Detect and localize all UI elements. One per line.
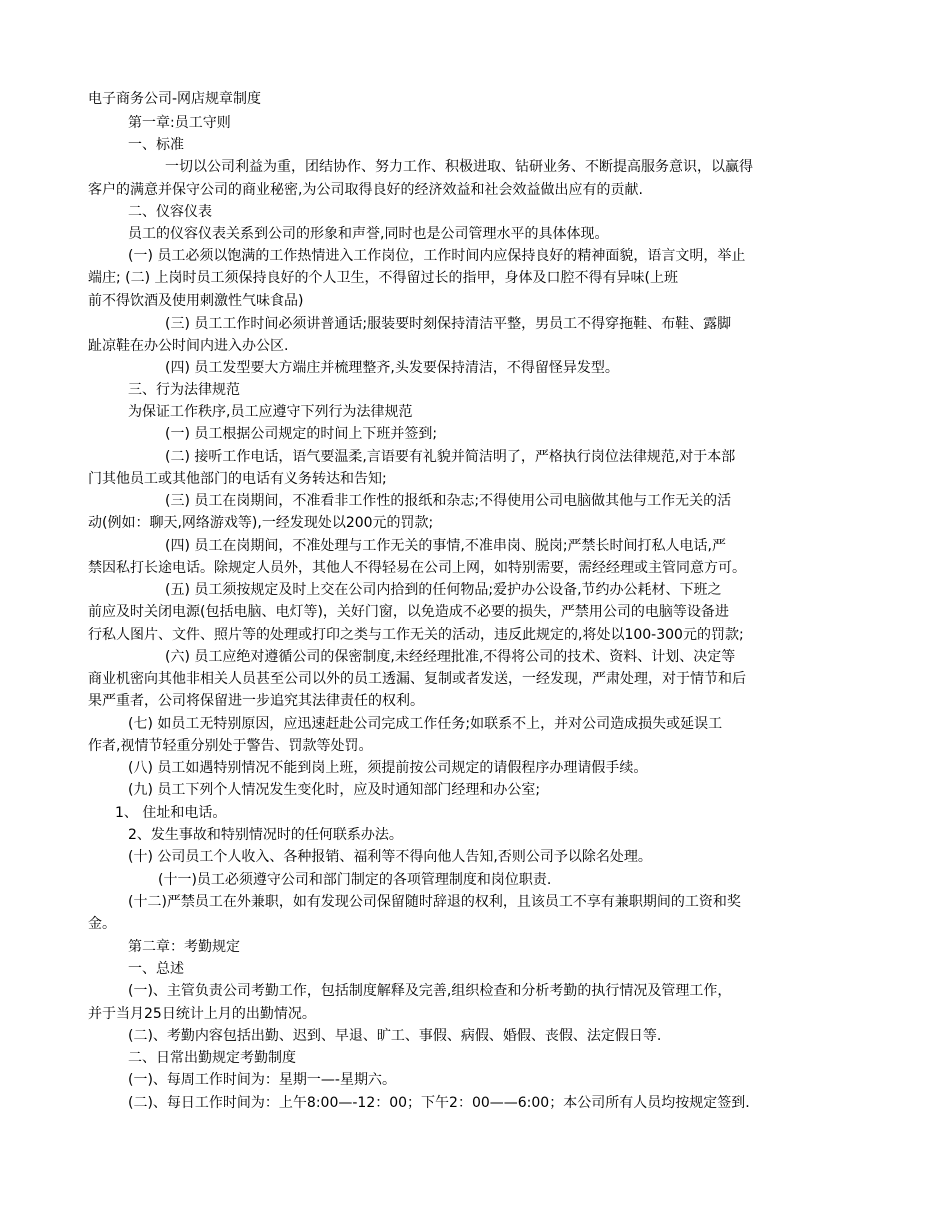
paragraph-line: 前应及时关闭电源(包括电脑、电灯等)，关好门窗，以免造成不必要的损失，严禁用公司的电脑等设备进: [88, 604, 729, 620]
paragraph-line: 动(例如：聊天,网络游戏等),一经发现处以200元的罚款;: [88, 515, 434, 531]
section-heading: 一、总述: [128, 961, 184, 977]
paragraph-line: 趾凉鞋在办公时间内进入办公区.: [88, 338, 289, 354]
chapter-heading: 第一章:员工守则: [128, 115, 231, 131]
document-title: 电子商务公司-网店规章制度: [88, 91, 262, 107]
paragraph-line: (十二)严禁员工在外兼职，如有发现公司保留随时辞退的权利，且该员工不享有兼职期间的工资和奖: [128, 894, 741, 910]
paragraph-line: 员工的仪容仪表关系到公司的形象和声誉,同时也是公司管理水平的具体体现。: [128, 226, 609, 242]
list-item: 1、 住址和电话。: [115, 805, 227, 821]
paragraph-line: (四) 员工在岗期间，不准处理与工作无关的事情,不准串岗、脱岗;严禁长时间打私人电话,严: [165, 538, 726, 554]
chapter-heading: 第二章：考勤规定: [128, 939, 240, 955]
paragraph-line: (十) 公司员工个人收入、各种报销、福利等不得向他人告知,否则公司予以除名处理。: [128, 849, 652, 865]
paragraph-line: (一)、每周工作时间为：星期一—-星期六。: [128, 1072, 396, 1088]
paragraph-line: 一切以公司利益为重，团结协作、努力工作、积极进取、钻研业务、不断提高服务意识，以赢得: [165, 159, 753, 175]
paragraph-line: (三) 员工工作时间必须讲普通话;服装要时刻保持清洁平整，男员工不得穿拖鞋、布鞋、露脚: [165, 316, 732, 332]
paragraph-line: 行私人图片、文件、照片等的处理或打印之类与工作无关的活动，违反此规定的,将处以100-300元的罚款;: [88, 627, 744, 643]
paragraph-line: (五) 员工须按规定及时上交在公司内拾到的任何物品;爱护办公设备,节约办公耗材、下班之: [165, 582, 722, 598]
paragraph-line: 端庄; (二) 上岗时员工须保持良好的个人卫生，不得留过长的指甲，身体及口腔不得有异味(上班: [88, 270, 679, 286]
paragraph-line: (六) 员工应绝对遵循公司的保密制度,未经经理批准,不得将公司的技术、资料、计划、决定等: [165, 649, 736, 665]
section-heading: 三、行为法律规范: [128, 382, 240, 398]
paragraph-line: 门其他员工或其他部门的电话有义务转达和告知;: [88, 471, 387, 487]
paragraph-line: (十一)员工必须遵守公司和部门制定的各项管理制度和岗位职责.: [158, 872, 552, 888]
paragraph-line: 果严重者，公司将保留进一步追究其法律责任的权利。: [88, 693, 424, 709]
paragraph-line: 前不得饮酒及使用刺激性气味食品): [88, 293, 304, 309]
paragraph-line: (二)、考勤内容包括出勤、迟到、早退、旷工、事假、病假、婚假、丧假、法定假日等.: [128, 1028, 662, 1044]
paragraph-line: (一) 员工必须以饱满的工作热情进入工作岗位，工作时间内应保持良好的精神面貌，语言文明，举止: [128, 248, 746, 264]
paragraph-line: 金。: [88, 916, 116, 932]
section-heading: 二、仪容仪表: [128, 204, 212, 220]
paragraph-line: 禁因私打长途电话。除规定人员外，其他人不得轻易在公司上网，如特别需要，需经经理或主管同意方可。: [88, 560, 746, 576]
paragraph-line: 客户的满意并保守公司的商业秘密,为公司取得良好的经济效益和社会效益做出应有的贡献.: [88, 182, 643, 198]
paragraph-line: 作者,视情节轻重分别处于警告、罚款等处罚。: [88, 738, 373, 754]
paragraph-line: (二)、每日工作时间为：上午8:00—-12：00；下午2：00——6:00；本公司所有人员均按规定签到.: [128, 1095, 750, 1111]
paragraph-line: 商业机密向其他非相关人员甚至公司以外的员工透漏、复制或者发送，一经发现，严肃处理，对于情节和后: [88, 671, 746, 687]
paragraph-line: (八) 员工如遇特别情况不能到岗上班，须提前按公司规定的请假程序办理请假手续。: [128, 760, 648, 776]
section-heading: 二、日常出勤规定考勤制度: [128, 1050, 296, 1066]
paragraph-line: (三) 员工在岗期间，不准看非工作性的报纸和杂志;不得使用公司电脑做其他与工作无关的活: [165, 493, 732, 509]
paragraph-line: (一)、主管负责公司考勤工作，包括制度解释及完善,组织检查和分析考勤的执行情况及管理工作，: [128, 983, 732, 999]
paragraph-line: 为保证工作秩序,员工应遵守下列行为法律规范: [128, 404, 413, 420]
paragraph-line: (二) 接听工作电话，语气要温柔,言语要有礼貌并简洁明了，严格执行岗位法律规范,对于本部: [165, 449, 736, 465]
paragraph-line: (四) 员工发型要大方端庄并梳理整齐,头发要保持清洁，不得留怪异发型。: [165, 360, 619, 376]
list-item: 2、发生事故和特别情况时的任何联系办法。: [128, 827, 403, 843]
section-heading: 一、标准: [128, 137, 184, 153]
paragraph-line: (九) 员工下列个人情况发生变化时，应及时通知部门经理和办公室;: [128, 782, 541, 798]
paragraph-line: (七) 如员工无特别原因，应迅速赶赴公司完成工作任务;如联系不上，并对公司造成损失或延误工: [128, 716, 723, 732]
paragraph-line: (一) 员工根据公司规定的时间上下班并签到;: [165, 426, 438, 442]
paragraph-line: 并于当月25日统计上月的出勤情况。: [88, 1006, 316, 1022]
